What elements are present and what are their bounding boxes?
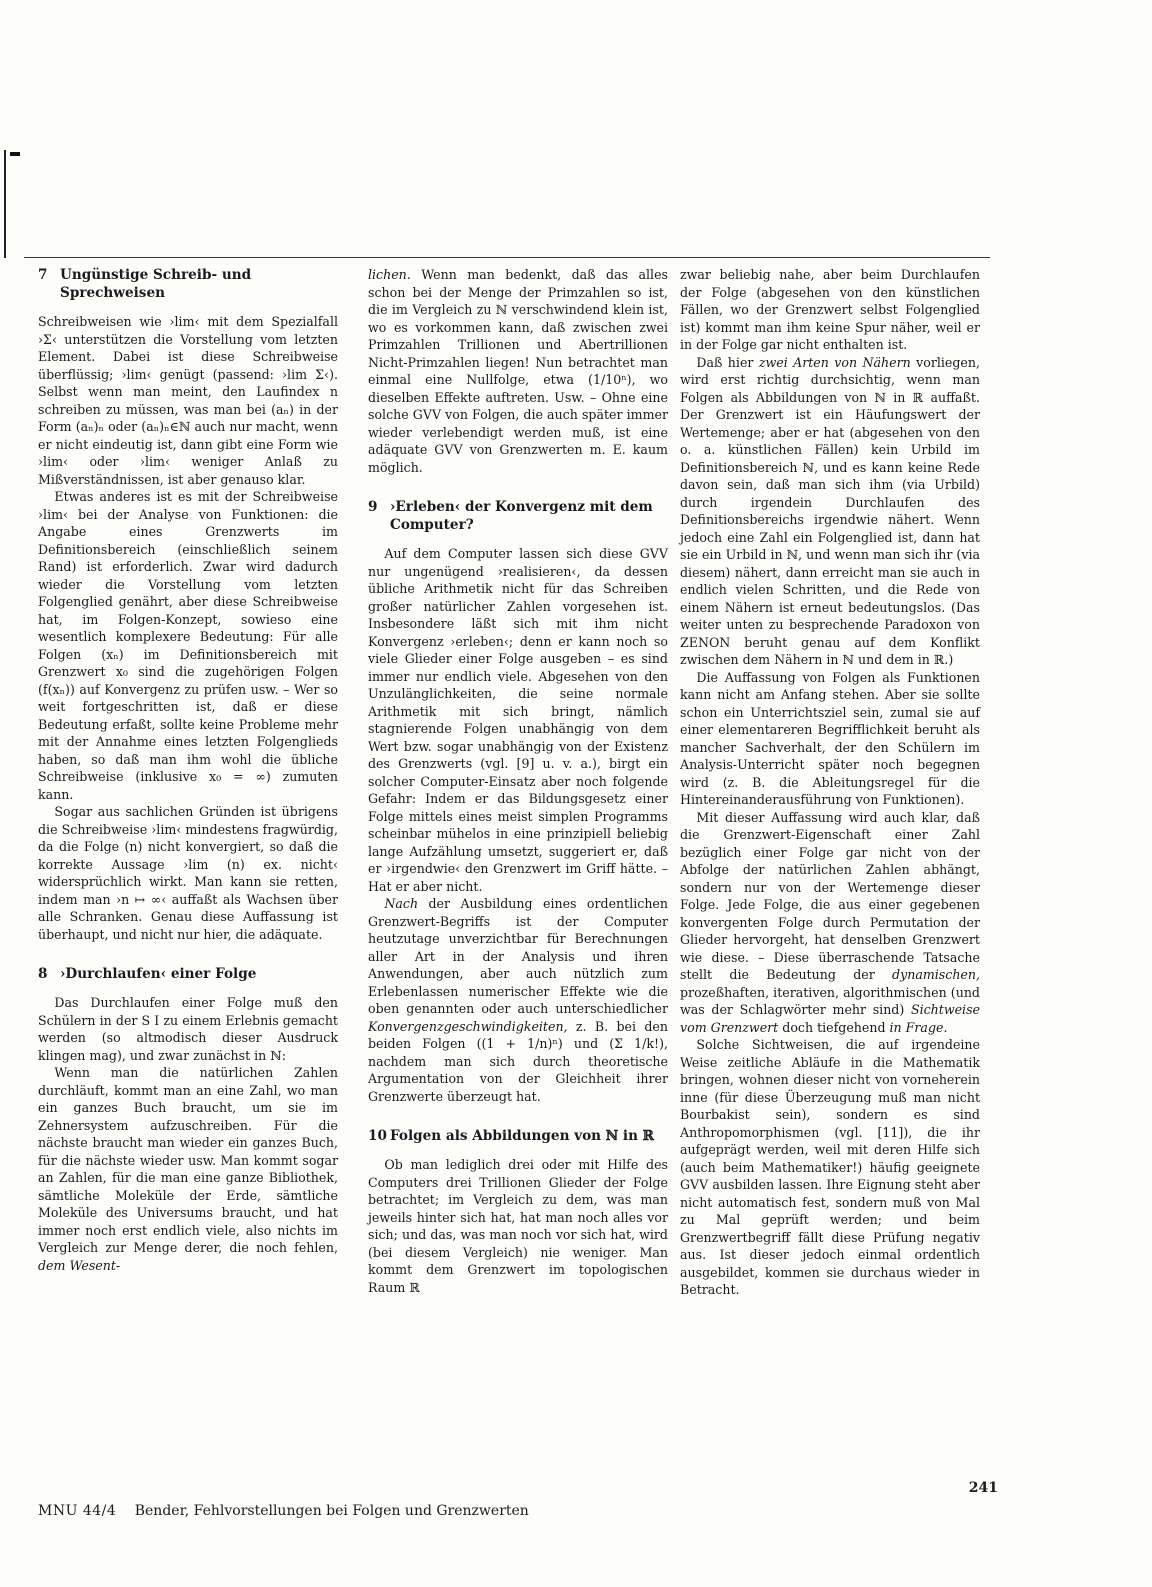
section-7-paragraph: Schreibweisen wie ›lim‹ mit dem Spezialfall ›Σ‹ unterstützen die Vorstellung vom letzten Element. Dabei ist diese Schreibweise überflüssig; ›lim‹ genügt (passend: ›lim Σ‹). Selbst wenn man meint, den Laufindex n schreiben zu müssen, was man bei (aₙ) in der Form (aₙ)ₙ oder (aₙ)ₙ∈ℕ auch nur macht, wenn er nicht eindeutig ist, dann gibt eine Form wie ›lim‹ oder ›lim‹ weniger Anlaß zu Mißverständnissen, ist aber genauso klar. — [38, 314, 338, 487]
scan-mark — [10, 152, 20, 156]
section-7-heading: 7 Ungünstige Schreib- und Sprechweisen — [38, 267, 252, 301]
section-8-paragraph: Das Durchlaufen einer Folge muß den Schülern in der S I zu einem Erlebnis gemacht werden (so altmodisch dieser Ausdruck klingen mag), und zwar zunächst in ℕ: — [38, 995, 338, 1063]
section-9-paragraph: Auf dem Computer lassen sich diese GVV nur ungenügend ›realisieren‹, da dessen übliche Arithmetik nicht für das Schreiben großer natürlicher Zahlen vorgesehen ist. Insbesondere läßt sich mit ihm nicht Konvergenz ›erleben‹; denn er kann noch so viele Glieder einer Folge ausgeben – es sind immer nur endlich viele. Abgesehen von den Unzulänglichkeiten, die seine normale Arithmetik mit sich bringt, nämlich stagnierende Folgen unabhängig von dem Wert bzw. sogar unabhängig von der Existenz des Grenzwerts (vgl. [9] u. v. a.), birgt ein solcher Computer-Einsatz aber noch folgende Gefahr: Indem er das Bildungsgesetz einer Folge mittels eines meist simplen Programms scheinbar mühelos in eine prinzipiell beliebig lange Aufzählung umsetzt, suggeriert er, daß er ›irgendwie‹ den Grenzwert im Griff hätte. – Hat er aber nicht. — [368, 546, 668, 894]
section-8-continuation: lichen. Wenn man bedenkt, daß das alles schon bei der Menge der Primzahlen so ist, die im Vergleich zu ℕ verschwindend klein ist, wo es vorkommen kann, daß zwischen zwei Primzahlen Trillionen und Abertrillionen Nicht-Primzahlen liegen! Nun betrachtet man einmal eine Nullfolge, etwa (1/10ⁿ), wo dieselben Effekte auftreten. Usw. – Ohne eine solche GVV von Folgen, die auch später immer wieder verlebendigt werden muß, ist eine adäquate GVV von Grenzwerten m. E. kaum möglich. — [368, 267, 668, 475]
section-8-heading: 8 ›Durchlaufen‹ einer Folge — [38, 966, 257, 982]
column-2 — [368, 266, 668, 1296]
column-1 — [38, 266, 338, 1274]
running-title: Bender, Fehlvorstellungen bei Folgen und Grenzwerten — [134, 1503, 529, 1519]
section-8-paragraph: Wenn man die natürlichen Zahlen durchläuft, kommt man an eine Zahl, wo man ein ganzes Buch braucht, um sie im Zehnersystem aufzuschreiben. Für die nächste braucht man wieder ein ganzes Buch, für die nächste wieder usw. Man kommt sogar an Zahlen, für die man eine ganze Bibliothek, sämtliche Moleküle der Erde, sämtliche Moleküle des Universums braucht, und hat immer noch erst endlich viele, also nichts im Vergleich zur Menge derer, die noch fehlen, dem Wesent- — [38, 1065, 338, 1273]
header-rule — [24, 257, 990, 258]
section-10-paragraph: Ob man lediglich drei oder mit Hilfe des Computers drei Trillionen Glieder der Folge betrachtet; im Vergleich zu dem, was man jeweils hinter sich hat, hat man noch alles vor sich; und das, was man noch vor sich hat, wird (bei diesem Vergleich) nie weniger. Man kommt dem Grenzwert im topologischen Raum ℝ — [368, 1157, 668, 1295]
section-10-paragraph: Daß hier zwei Arten von Nähern vorliegen, wird erst richtig durchsichtig, wenn man Folgen als Abbildungen von ℕ in ℝ auffaßt. Der Grenzwert ist ein Häufungswert der Wertemenge; aber er hat (abgesehen von den o. a. künstlichen Fällen) kein Urbild im Definitionsbereich ℕ, und es kann keine Rede davon sein, daß man sich ihm (via Urbild) durch irgendein Durchlaufen des Definitionsbereichs irgendwie nähert. Wenn jedoch eine Zahl ein Folgenglied ist, dann hat sie ein Urbild in ℕ, und wenn man sich ihr (via diesem) nähert, dann erreicht man sie auch in endlich vielen Schritten, und die Rede von einem Nähern ist erneut bedeutungslos. (Das weiter unten zu besprechende Paradoxon von ZENON beruht genau auf dem Konflikt zwischen dem Nähern in ℕ und dem in ℝ.) — [680, 354, 980, 667]
journal-reference: MNU 44/4 — [38, 1503, 117, 1519]
section-10-paragraph: Die Auffassung von Folgen als Funktionen kann nicht am Anfang stehen. Aber sie sollte schon ein Unterrichtsziel sein, zumal sie auf einer elementareren Begrifflichkeit beruht als mancher Sachverhalt, der den Schülern im Analysis-Unterricht später noch begegnen wird (z. B. die Ableitungsregel für die Hintereinanderausführung von Funktionen). — [680, 669, 980, 807]
section-10-continuation: zwar beliebig nahe, aber beim Durchlaufen der Folge (abgesehen von den künstlichen Fällen, wo der Grenzwert selbst Folgenglied ist) kommt man ihm keine Spur näher, weil er in der Folge gar nicht enthalten ist. — [680, 267, 980, 352]
page-number: 241 — [968, 1480, 998, 1496]
section-10-paragraph: Solche Sichtweisen, die auf irgendeine Weise zeitliche Abläufe in die Mathematik bringen, wohnen dieser nicht von vorneherein inne (für diese Überzeugung muß man nicht Bourbakist sein), sondern es sind Anthropomorphismen (vgl. [11]), die ihr aufgeprägt werden, weil mit deren Hilfe sich (auch beim Mathematiker!) häufig geeignete GVV ausbilden lassen. Ihre Eignung steht aber nicht automatisch fest, sondern muß von Mal zu Mal geprüft werden; und beim Grenzwertbegriff fällt diese Prüfung negativ aus. Ist dieser jedoch einmal ordentlich ausgebildet, kommen sie durchaus wieder in Betracht. — [680, 1037, 980, 1297]
section-9-heading: 9 ›Erleben‹ der Konvergenz mit dem Computer? — [368, 499, 653, 533]
page-footer — [38, 1480, 998, 1520]
section-7-paragraph: Sogar aus sachlichen Gründen ist übrigens die Schreibweise ›lim‹ mindestens fragwürdig, da die Folge (n) nicht konvergiert, so daß die korrekte Aussage ›lim (n) ex. nicht‹ widersprüchlich wirkt. Man kann sie retten, indem man ›n ↦ ∞‹ auffaßt als Wachsen über alle Schranken. Genau diese Auffassung ist überhaupt, und nicht nur hier, die adäquate. — [38, 804, 338, 942]
column-3 — [680, 266, 980, 1299]
section-9-paragraph: Nach der Ausbildung eines ordentlichen Grenzwert-Begriffs ist der Computer heutzutage unverzichtbar für Berechnungen aller Art in der Analysis und ihren Anwendungen, aber auch nützlich zum Erlebenlassen numerischer Effekte wie die oben genannten oder auch unterschiedlicher Konvergenzgeschwindigkeiten, z. B. bei den beiden Folgen ((1 + 1/n)ⁿ) und (Σ 1/k!), nachdem man sich durch theoretische Argumentation von der Gleichheit ihrer Grenzwerte überzeugt hat. — [368, 896, 668, 1104]
section-10-paragraph: Mit dieser Auffassung wird auch klar, daß die Grenzwert-Eigenschaft einer Zahl bezüglich einer Folge gar nicht von der Abfolge der natürlichen Zahlen abhängt, sondern nur von der Wertemenge dieser Folge. Jede Folge, die aus einer gegebenen konvergenten Folge durch Permutation der Glieder hervorgeht, hat denselben Grenzwert wie diese. – Diese überraschende Tatsache stellt die Bedeutung der dynamischen, prozeßhaften, iterativen, algorithmischen (und was der Schlagwörter mehr sind) Sichtweise vom Grenzwert doch tiefgehend in Frage. — [680, 809, 980, 1035]
left-margin-rule — [4, 150, 6, 258]
section-7-paragraph: Etwas anderes ist es mit der Schreibweise ›lim‹ bei der Analyse von Funktionen: die Angabe eines Grenzwerts im Definitionsbereich (einschließlich seinem Rand) ist erforderlich. Zwar wird dadurch wieder die Vorstellung vom letzten Folgenglied genährt, aber diese Schreibweise hat, im Folgen-Konzept, sowieso eine wesentlich komplexere Bedeutung: Für alle Folgen (xₙ) im Definitionsbereich mit Grenzwert x₀ sind die zugehörigen Folgen (f(xₙ)) auf Konvergenz zu prüfen usw. – Wer so weit fortgeschritten ist, daß er diese Bedeutung erfaßt, sollte keine Probleme mehr mit der Annahme eines letzten Folgenglieds haben, so daß man ihm wohl die übliche Schreibweise (inklusive x₀ = ∞) zumuten kann. — [38, 489, 338, 802]
section-10-heading: 10 Folgen als Abbildungen von ℕ in ℝ — [368, 1128, 655, 1144]
